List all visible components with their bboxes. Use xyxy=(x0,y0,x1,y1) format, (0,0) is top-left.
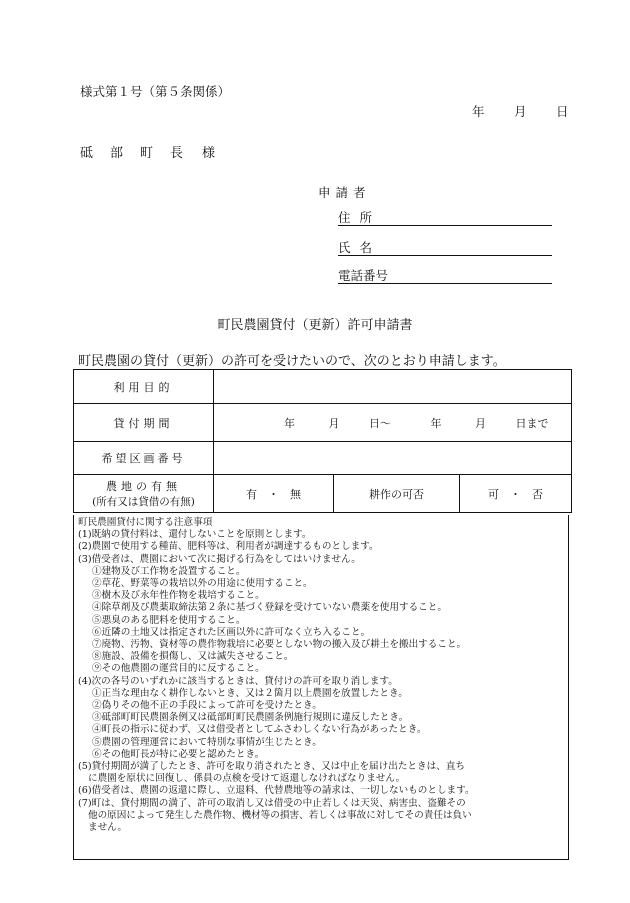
period-field[interactable] xyxy=(214,404,572,442)
note-line: (5)貸付期間が満了したとき、許可を取り消されたとき、又は中止を届け出たときは、直ち xyxy=(78,761,465,773)
period-month2: 月 xyxy=(475,416,486,430)
note-line: (3)借受者は、農園において次に掲げる行為をしてはいけません。 xyxy=(78,553,361,565)
address-label: 住所 xyxy=(338,210,382,225)
period-day2: 日まで xyxy=(515,416,549,430)
phone-label: 電話番号 xyxy=(338,268,389,283)
note-line: ④町長の指示に従わず、又は借受者としてふさわしくない行為があったとき。 xyxy=(92,724,427,736)
note-line: ⑤悪臭のある肥料を使用すること。 xyxy=(92,614,246,626)
document-title: 町民農園貸付（更新）許可申請書 xyxy=(217,318,413,333)
intro-text: 町民農園の貸付（更新）の許可を受けたいので、次のとおり申請します。 xyxy=(78,354,506,369)
date-year-label: 年 xyxy=(472,104,485,119)
note-line: (6)借受者は、農園の返還に際し、立退料、代替農地等の請求は、一切しないものとします。 xyxy=(78,785,475,797)
date-month-label: 月 xyxy=(514,104,527,119)
period-label: 貸付期間 xyxy=(74,404,214,442)
note-line: に農園を原状に回復し、係員の点検を受けて返還しなければなりません。 xyxy=(88,773,406,785)
note-line: ⑧施設、設備を損傷し、又は滅失させること。 xyxy=(92,651,294,663)
address-field[interactable] xyxy=(338,208,552,226)
note-line: ⑨その他農園の運営目的に反すること。 xyxy=(92,663,265,675)
period-day1: 日～ xyxy=(369,416,391,430)
period-year2: 年 xyxy=(430,416,442,430)
note-line: ⑤農園の管理運営において特別な事情が生じたとき。 xyxy=(92,736,322,748)
notes-box xyxy=(73,515,569,860)
name-field[interactable] xyxy=(338,238,552,256)
land-value[interactable]: 有 ・ 無 xyxy=(214,475,334,513)
note-line: ②偽りその他不正の手段によって許可を受けたとき。 xyxy=(92,700,322,712)
note-line: ④除草剤及び農薬取締法第２条に基づく登録を受けていない農薬を使用すること。 xyxy=(92,602,447,614)
cultivation-value[interactable]: 可 ・ 否 xyxy=(460,475,572,513)
application-table xyxy=(73,369,572,513)
notes-heading: 町民農園貸付に関する注意事項 xyxy=(78,517,213,528)
period-year1: 年 xyxy=(284,416,295,430)
land-label-cell xyxy=(74,475,214,513)
plot-label: 希望区画番号 xyxy=(74,442,214,475)
form-number: 様式第１号（第５条関係） xyxy=(80,84,231,99)
note-line: ①建物及び工作物を設置すること。 xyxy=(92,565,246,577)
note-line: (1)既納の貸付料は、還付しないことを原則とします。 xyxy=(78,529,312,541)
name-label: 氏名 xyxy=(338,240,382,255)
period-month1: 月 xyxy=(328,416,340,430)
note-line: (2)農園で使用する種苗、肥料等は、利用者が調達するものとします。 xyxy=(78,541,379,553)
cultivation-label: 耕作の可否 xyxy=(334,475,460,513)
note-line: ません。 xyxy=(88,822,127,834)
addressee: 砥部町長 xyxy=(80,146,201,161)
note-line: ①正当な理由なく耕作しないとき、又は２箇月以上農園を放置したとき。 xyxy=(92,687,408,699)
date-day-label: 日 xyxy=(556,104,569,119)
applicant-label: 申請者 xyxy=(318,185,371,200)
note-line: ⑦廃物、汚物、資材等の農作物栽培に必要としない物の搬入及び耕土を搬出すること。 xyxy=(92,639,467,651)
land-label: 農地の有無 xyxy=(106,480,181,493)
note-line: ③樹木及び永年性作物を栽培すること。 xyxy=(92,590,265,602)
purpose-field[interactable] xyxy=(214,370,572,404)
note-line: 他の原因によって発生した農作物、機材等の損害、若しくは事故に対してその責任は負い xyxy=(88,809,472,821)
note-line: ⑥その他町長が特に必要と認めたとき。 xyxy=(92,748,265,760)
addressee-honorific: 様 xyxy=(202,146,216,161)
note-line: (4)次の各号のいずれかに該当するときは、貸付けの許可を取り消します。 xyxy=(78,675,398,687)
note-line: ③砥部町町民農園条例又は砥部町町民農園条例施行規則に違反したとき。 xyxy=(92,712,409,724)
note-line: ②草花、野菜等の栽培以外の用途に使用すること。 xyxy=(92,578,313,590)
plot-field[interactable] xyxy=(214,442,572,475)
purpose-label: 利用目的 xyxy=(74,370,214,404)
note-line: (7)町は、貸付期間の満了、許可の取消し又は借受の中止若しくは天災、病害虫、盗難その xyxy=(78,797,466,809)
land-sublabel: (所有又は貸借の有無) xyxy=(92,496,195,508)
note-line: ⑥近隣の土地又は指定された区画以外に許可なく立ち入ること。 xyxy=(92,626,371,638)
phone-field[interactable] xyxy=(338,266,552,284)
